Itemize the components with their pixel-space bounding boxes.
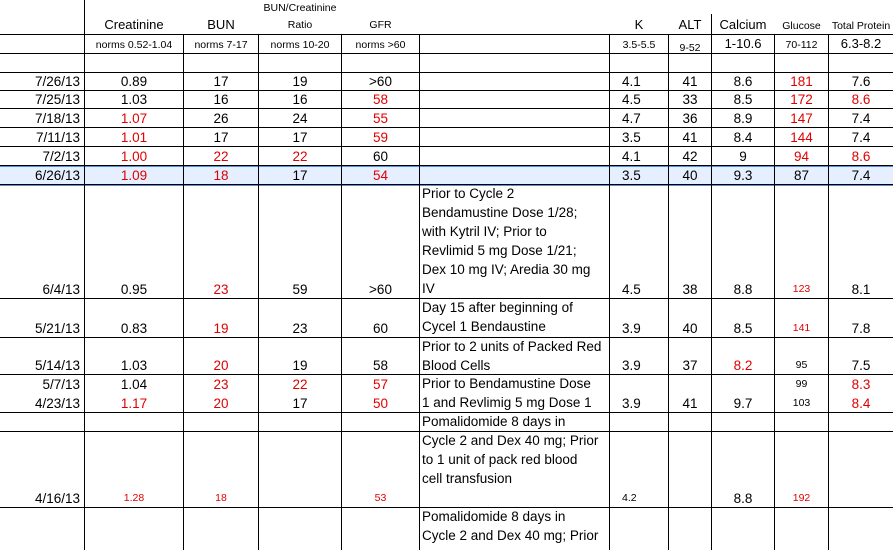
cell-ratio[interactable]: 17: [292, 168, 308, 183]
cell-ca[interactable]: 9.7: [733, 396, 753, 411]
header-k[interactable]: K: [634, 17, 644, 32]
note-line: Bendamustine Dose 1/28;: [422, 205, 578, 220]
note-line: Dex 10 mg IV; Aredia 30 mg: [422, 262, 591, 277]
cell-ratio[interactable]: 24: [292, 111, 308, 126]
cell-glu[interactable]: 172: [790, 92, 813, 107]
cell-note[interactable]: [422, 337, 608, 375]
cell-tp[interactable]: 8.4: [851, 396, 871, 411]
note-line: Revlimid 5 mg Dose 1/21;: [422, 243, 577, 258]
norms-k[interactable]: 3.5-5.5: [622, 39, 656, 51]
cell-date[interactable]: 5/7/13: [42, 377, 80, 392]
note-line: 1 and Revlimig 5 mg Dose 1: [422, 395, 592, 410]
cell-glu[interactable]: 94: [793, 149, 810, 164]
cell-ca[interactable]: 8.8: [733, 282, 753, 297]
cell-alt[interactable]: 40: [682, 168, 698, 183]
cell-ratio[interactable]: 59: [292, 282, 308, 297]
cell-date[interactable]: 5/14/13: [34, 358, 80, 373]
norms-glucose[interactable]: 70-112: [785, 39, 818, 51]
note-line: Prior to Bendamustine Dose: [422, 376, 591, 391]
header-ratio-line2[interactable]: Ratio: [287, 19, 313, 31]
cell-bun[interactable]: 22: [213, 149, 229, 164]
cell-date[interactable]: 7/18/13: [34, 111, 80, 126]
cell-note[interactable]: [422, 412, 608, 488]
cell-k[interactable]: 4.1: [622, 149, 641, 164]
cell-cr[interactable]: 1.17: [120, 396, 148, 411]
cell-tp[interactable]: 8.3: [851, 377, 871, 392]
cell-glu[interactable]: 123: [792, 283, 811, 295]
cell-bun[interactable]: 17: [213, 130, 229, 145]
cell-tp[interactable]: 8.6: [851, 92, 871, 107]
cell-gfr[interactable]: 55: [372, 111, 389, 126]
note-line: cell transfusion: [422, 471, 513, 486]
cell-gfr[interactable]: >60: [369, 74, 392, 89]
cell-bun[interactable]: 20: [213, 358, 229, 373]
note-line: Blood Cells: [422, 358, 491, 373]
cell-alt[interactable]: 41: [682, 396, 698, 411]
cell-cr[interactable]: 1.00: [120, 149, 148, 164]
cell-glu[interactable]: 87: [793, 168, 810, 183]
cell-date[interactable]: 7/2/13: [42, 149, 80, 164]
norms-total-protein[interactable]: 6.3-8.2: [840, 36, 882, 51]
cell-ratio[interactable]: 19: [292, 74, 308, 89]
cell-gfr[interactable]: 50: [372, 396, 389, 411]
cell-k[interactable]: 3.5: [622, 168, 641, 183]
cell-alt[interactable]: 36: [682, 111, 698, 126]
cell-glu[interactable]: 144: [790, 130, 813, 145]
note-line: Prior to 2 units of Packed Red: [422, 339, 602, 354]
cell-date[interactable]: 6/26/13: [34, 168, 80, 183]
cell-glu[interactable]: 99: [795, 378, 808, 390]
cell-bun[interactable]: 19: [213, 321, 229, 336]
header-ratio-line1[interactable]: BUN/Creatinine: [263, 2, 337, 14]
cell-ca[interactable]: 8.5: [733, 321, 753, 336]
norms-ratio[interactable]: norms 10-20: [270, 39, 330, 51]
cell-cr[interactable]: 0.83: [120, 321, 148, 336]
cell-k[interactable]: 3.9: [622, 358, 641, 373]
cell-bun[interactable]: 20: [213, 396, 229, 411]
note-line: to 1 unit of pack red blood: [422, 452, 578, 467]
cell-bun[interactable]: 16: [213, 92, 229, 107]
cell-tp[interactable]: 8.6: [851, 149, 871, 164]
cell-alt[interactable]: 37: [682, 358, 698, 373]
note-line: with Kytril IV; Prior to: [422, 224, 547, 239]
cell-alt[interactable]: 33: [682, 92, 698, 107]
cell-cr[interactable]: 0.89: [120, 74, 148, 89]
cell-k[interactable]: 4.5: [622, 92, 641, 107]
cell-cr[interactable]: 1.01: [120, 130, 148, 145]
cell-k[interactable]: 3.9: [622, 321, 641, 336]
cell-k[interactable]: 4.7: [622, 111, 641, 126]
cell-bun[interactable]: 23: [213, 377, 229, 392]
header-bun[interactable]: BUN: [207, 17, 235, 32]
cell-ca[interactable]: 9.3: [733, 168, 753, 183]
cell-gfr[interactable]: 57: [372, 377, 389, 392]
cell-cr[interactable]: 1.09: [120, 168, 148, 183]
norms-alt[interactable]: 9-52: [679, 42, 701, 54]
cell-ca[interactable]: 9: [739, 149, 747, 164]
cell-date[interactable]: 4/23/13: [34, 396, 80, 411]
cell-ca[interactable]: 8.6: [733, 74, 753, 89]
cell-gfr[interactable]: 53: [374, 492, 387, 504]
note-line: Pomalidomide 8 days in: [422, 509, 566, 524]
cell-gfr[interactable]: 60: [372, 149, 389, 164]
cell-cr[interactable]: 1.07: [120, 111, 148, 126]
cell-ratio[interactable]: 16: [292, 92, 308, 107]
norms-gfr[interactable]: norms >60: [355, 39, 406, 51]
cell-cr[interactable]: 1.04: [120, 377, 148, 392]
note-line: Prior to Cycle 2: [422, 186, 515, 201]
cell-ca[interactable]: 8.4: [733, 130, 753, 145]
cell-ratio[interactable]: 17: [292, 396, 308, 411]
norms-bun[interactable]: norms 7-17: [194, 39, 248, 51]
cell-gfr[interactable]: 54: [372, 168, 389, 183]
cell-alt[interactable]: 41: [682, 130, 698, 145]
cell-note[interactable]: [422, 507, 608, 545]
cell-tp[interactable]: 7.4: [851, 168, 871, 183]
cell-alt[interactable]: 40: [682, 321, 698, 336]
header-glucose[interactable]: Glucose: [782, 20, 821, 32]
header-total-protein[interactable]: Total Protein: [831, 20, 891, 32]
cell-date[interactable]: 4/16/13: [34, 491, 80, 506]
cell-bun[interactable]: 18: [215, 492, 227, 504]
cell-ratio[interactable]: 23: [292, 321, 308, 336]
cell-alt[interactable]: 42: [682, 149, 698, 164]
cell-glu[interactable]: 181: [790, 74, 813, 89]
cell-ca[interactable]: 8.2: [733, 358, 753, 373]
cell-tp[interactable]: 8.1: [851, 282, 871, 297]
cell-date[interactable]: 7/11/13: [35, 130, 80, 145]
cell-date[interactable]: 6/4/13: [42, 282, 80, 297]
header-alt[interactable]: ALT: [678, 17, 702, 32]
cell-glu[interactable]: 103: [792, 397, 811, 409]
cell-glu[interactable]: 141: [792, 322, 811, 334]
cell-tp[interactable]: 7.4: [851, 130, 871, 145]
cell-note[interactable]: [422, 374, 608, 412]
cell-k[interactable]: 3.9: [622, 396, 641, 411]
cell-note[interactable]: [422, 184, 608, 298]
cell-gfr[interactable]: 58: [372, 92, 389, 107]
note-line: Pomalidomide 8 days in: [422, 414, 566, 429]
cell-cr[interactable]: 1.28: [123, 492, 145, 504]
cell-alt[interactable]: 38: [682, 282, 698, 297]
header-creatinine[interactable]: Creatinine: [104, 17, 164, 32]
cell-tp[interactable]: 7.6: [851, 74, 871, 89]
note-line: Cycle 2 and Dex 40 mg; Prior: [422, 433, 599, 448]
cell-glu[interactable]: 192: [792, 492, 811, 504]
cell-gfr[interactable]: >60: [369, 282, 392, 297]
cell-ca[interactable]: 8.9: [733, 111, 753, 126]
cell-note[interactable]: [422, 298, 608, 336]
cell-ratio[interactable]: 19: [292, 358, 308, 373]
note-line: Cycel 1 Bendaustine: [422, 319, 546, 334]
cell-bun[interactable]: 23: [213, 282, 229, 297]
cell-cr[interactable]: 1.03: [120, 92, 148, 107]
cell-bun[interactable]: 26: [213, 111, 229, 126]
norms-calcium[interactable]: 1-10.6: [724, 36, 762, 51]
note-line: Day 15 after beginning of: [422, 300, 573, 315]
norms-creatinine[interactable]: norms 0.52-1.04: [95, 39, 173, 51]
cell-k[interactable]: 4.1: [622, 74, 641, 89]
cell-gfr[interactable]: 59: [372, 130, 389, 145]
note-line: IV: [422, 281, 435, 296]
cell-gfr[interactable]: 60: [372, 321, 389, 336]
cell-ratio[interactable]: 17: [292, 130, 308, 145]
cell-date[interactable]: 7/26/13: [34, 74, 80, 89]
cell-ratio[interactable]: 22: [292, 377, 308, 392]
cell-cr[interactable]: 1.03: [120, 358, 148, 373]
cell-tp[interactable]: 7.8: [851, 321, 871, 336]
header-calcium[interactable]: Calcium: [719, 17, 767, 32]
header-gfr[interactable]: GFR: [369, 19, 392, 31]
cell-ratio[interactable]: 22: [292, 149, 308, 164]
cell-glu[interactable]: 95: [795, 359, 808, 371]
cell-gfr[interactable]: 58: [372, 358, 389, 373]
cell-tp[interactable]: 7.4: [851, 111, 871, 126]
cell-ca[interactable]: 8.5: [733, 92, 753, 107]
cell-ca[interactable]: 8.8: [733, 491, 753, 506]
cell-glu[interactable]: 147: [790, 111, 813, 126]
cell-k[interactable]: 4.5: [622, 282, 641, 297]
cell-bun[interactable]: 18: [213, 168, 229, 183]
cell-tp[interactable]: 7.5: [851, 358, 871, 373]
cell-k[interactable]: 3.5: [622, 130, 641, 145]
cell-cr[interactable]: 0.95: [120, 282, 148, 297]
note-line: Cycle 2 and Dex 40 mg; Prior: [422, 528, 599, 543]
cell-alt[interactable]: 41: [682, 74, 698, 89]
cell-date[interactable]: 7/25/13: [34, 92, 80, 107]
cell-k[interactable]: 4.2: [622, 492, 637, 504]
cell-bun[interactable]: 17: [213, 74, 229, 89]
cell-date[interactable]: 5/21/13: [34, 321, 80, 336]
